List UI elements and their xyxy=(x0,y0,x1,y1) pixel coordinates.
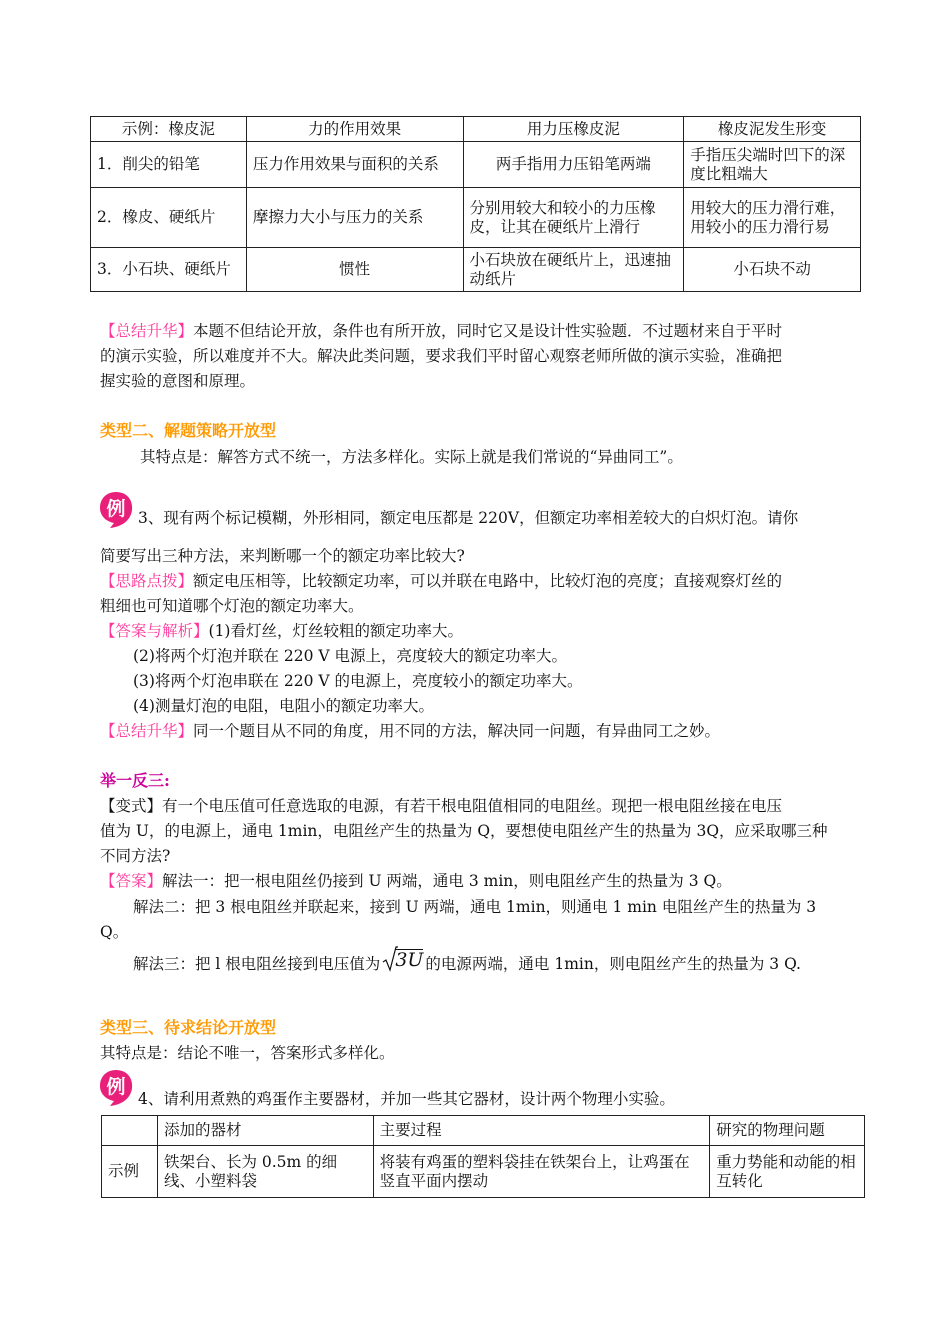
table1-cell: 小石块不动 xyxy=(684,248,861,292)
example-badge-icon: 例 xyxy=(98,1068,134,1104)
table1-cell: 压力作用效果与面积的关系 xyxy=(246,142,463,188)
q3-line: 简要写出三种方法，来判断哪一个的额定功率比较大? xyxy=(100,547,465,565)
q3-hint: 粗细也可知道哪个灯泡的额定功率大。 xyxy=(100,597,364,615)
practice-answer xyxy=(100,870,732,892)
solution-3: 解法三：把 l 根电阻丝接到电压值为 3U 的电源两端，通电 1min，则电阻丝产生的热量为 3 Q. xyxy=(133,952,801,975)
summary1-line: 握实验的意图和原理。 xyxy=(100,372,256,390)
table1-cell: 摩擦力大小与压力的关系 xyxy=(246,188,463,248)
practice-variant: 值为 U，的电源上，通电 1min，电阻丝产生的热量为 Q，要想使电阻丝产生的热量为 3Q，应采取哪三种 xyxy=(100,822,828,840)
variant-text: 有一个电压值可任意选取的电源，有若干根电阻值相同的电阻丝。现把一根电阻丝接在电压 xyxy=(162,797,783,815)
q3-answer: (4)测量灯泡的电阻，电阻小的额定功率大。 xyxy=(133,697,434,715)
practice-variant: 不同方法? xyxy=(100,847,171,865)
practice-title: 举一反三: xyxy=(100,771,170,790)
table2-header-cell: 主要过程 xyxy=(373,1116,710,1146)
table1-cell: 惯性 xyxy=(246,248,463,292)
table1-header-cell: 用力压橡皮泥 xyxy=(463,117,684,142)
solution-2: 解法二：把 3 根电阻丝并联起来，接到 U 两端，通电 1min，则通电 1 min 电阻丝产生的热量为 3 xyxy=(133,898,817,916)
answer-text: (1)看灯丝，灯丝较粗的额定功率大。 xyxy=(208,622,463,640)
summary1-text: 本题不但结论开放，条件也有所开放，同时它又是设计性实验题．不过题材来自于平时 xyxy=(193,322,783,340)
table1-cell: 用较大的压力滑行难，用较小的压力滑行易 xyxy=(684,188,861,248)
sqrt-expression: 3U xyxy=(382,952,423,974)
solution-1: 解法一：把一根电阻丝仍接到 U 两端，通电 3 min，则电阻丝产生的热量为 3 Q。 xyxy=(162,872,732,890)
experiment-table-1 xyxy=(90,116,861,292)
summary-tag: 【总结升华】 xyxy=(100,322,194,340)
example-badge-icon: 例 xyxy=(98,490,134,526)
table1-cell: 两手指用力压铅笔两端 xyxy=(463,142,684,188)
q4-text: 4、请利用煮熟的鸡蛋作主要器材，并加一些其它器材，设计两个物理小实验。 xyxy=(138,1090,675,1108)
table2-header-cell xyxy=(102,1116,158,1146)
q3-summary xyxy=(100,720,720,742)
q3-answer: (3)将两个灯泡串联在 220 V 的电源上，亮度较小的额定功率大。 xyxy=(133,672,583,690)
answer-tag: 【答案】 xyxy=(100,872,163,890)
q3-hint xyxy=(100,570,782,592)
table1-cell: 小石块放在硬纸片上，迅速抽动纸片 xyxy=(463,248,684,292)
table1-cell: 手指压尖端时凹下的深度比粗端大 xyxy=(684,142,861,188)
answer-tag: 【答案与解析】 xyxy=(100,622,209,640)
experiment-table-2 xyxy=(101,1115,865,1198)
table2-header-cell: 研究的物理问题 xyxy=(710,1116,865,1146)
table1-header-cell: 橡皮泥发生形变 xyxy=(684,117,861,142)
summary-text: 同一个题目从不同的角度，用不同的方法，解决同一问题，有异曲同工之妙。 xyxy=(193,722,721,740)
hint-text: 额定电压相等，比较额定功率，可以并联在电路中，比较灯泡的亮度；直接观察灯丝的 xyxy=(193,572,783,590)
solution-2-cont: Q。 xyxy=(100,923,129,941)
hint-tag: 【思路点拨】 xyxy=(100,572,194,590)
table2-cell: 将装有鸡蛋的塑料袋挂在铁架台上，让鸡蛋在竖直平面内摆动 xyxy=(373,1146,710,1198)
table2-cell: 重力势能和动能的相互转化 xyxy=(710,1146,865,1198)
summary-tag: 【总结升华】 xyxy=(100,722,194,740)
variant-tag: 【变式】 xyxy=(100,797,163,815)
practice-variant xyxy=(100,795,782,817)
table2-header-cell: 添加的器材 xyxy=(157,1116,373,1146)
summary1-line: 的演示实验，所以难度并不大。解决此类问题，要求我们平时留心观察老师所做的演示实验，准确把 xyxy=(100,347,783,365)
table1-header-cell: 示例：橡皮泥 xyxy=(91,117,247,142)
table1-cell: 3．小石块、硬纸片 xyxy=(91,248,247,292)
q3-line: 3、现有两个标记模糊，外形相同，额定电压都是 220V，但额定功率相差较大的白炽灯泡。请你 xyxy=(138,509,799,527)
table2-cell: 铁架台、长为 0.5m 的细线、小塑料袋 xyxy=(157,1146,373,1198)
table1-header-cell: 力的作用效果 xyxy=(246,117,463,142)
section-title-type2: 类型二、解题策略开放型 xyxy=(100,421,277,440)
type2-intro: 其特点是：解答方式不统一，方法多样化。实际上就是我们常说的“异曲同工”。 xyxy=(140,448,683,466)
q3-answer xyxy=(100,620,463,642)
table1-cell: 2．橡皮、硬纸片 xyxy=(91,188,247,248)
q3-answer: (2)将两个灯泡并联在 220 V 电源上，亮度较大的额定功率大。 xyxy=(133,647,568,665)
section-title-type3: 类型三、待求结论开放型 xyxy=(100,1018,277,1037)
table1-cell: 分别用较大和较小的力压橡皮，让其在硬纸片上滑行 xyxy=(463,188,684,248)
summary1-line xyxy=(100,320,782,342)
type3-intro: 其特点是：结论不唯一，答案形式多样化。 xyxy=(100,1044,395,1062)
table1-cell: 1．削尖的铅笔 xyxy=(91,142,247,188)
table2-cell: 示例 xyxy=(102,1146,158,1198)
